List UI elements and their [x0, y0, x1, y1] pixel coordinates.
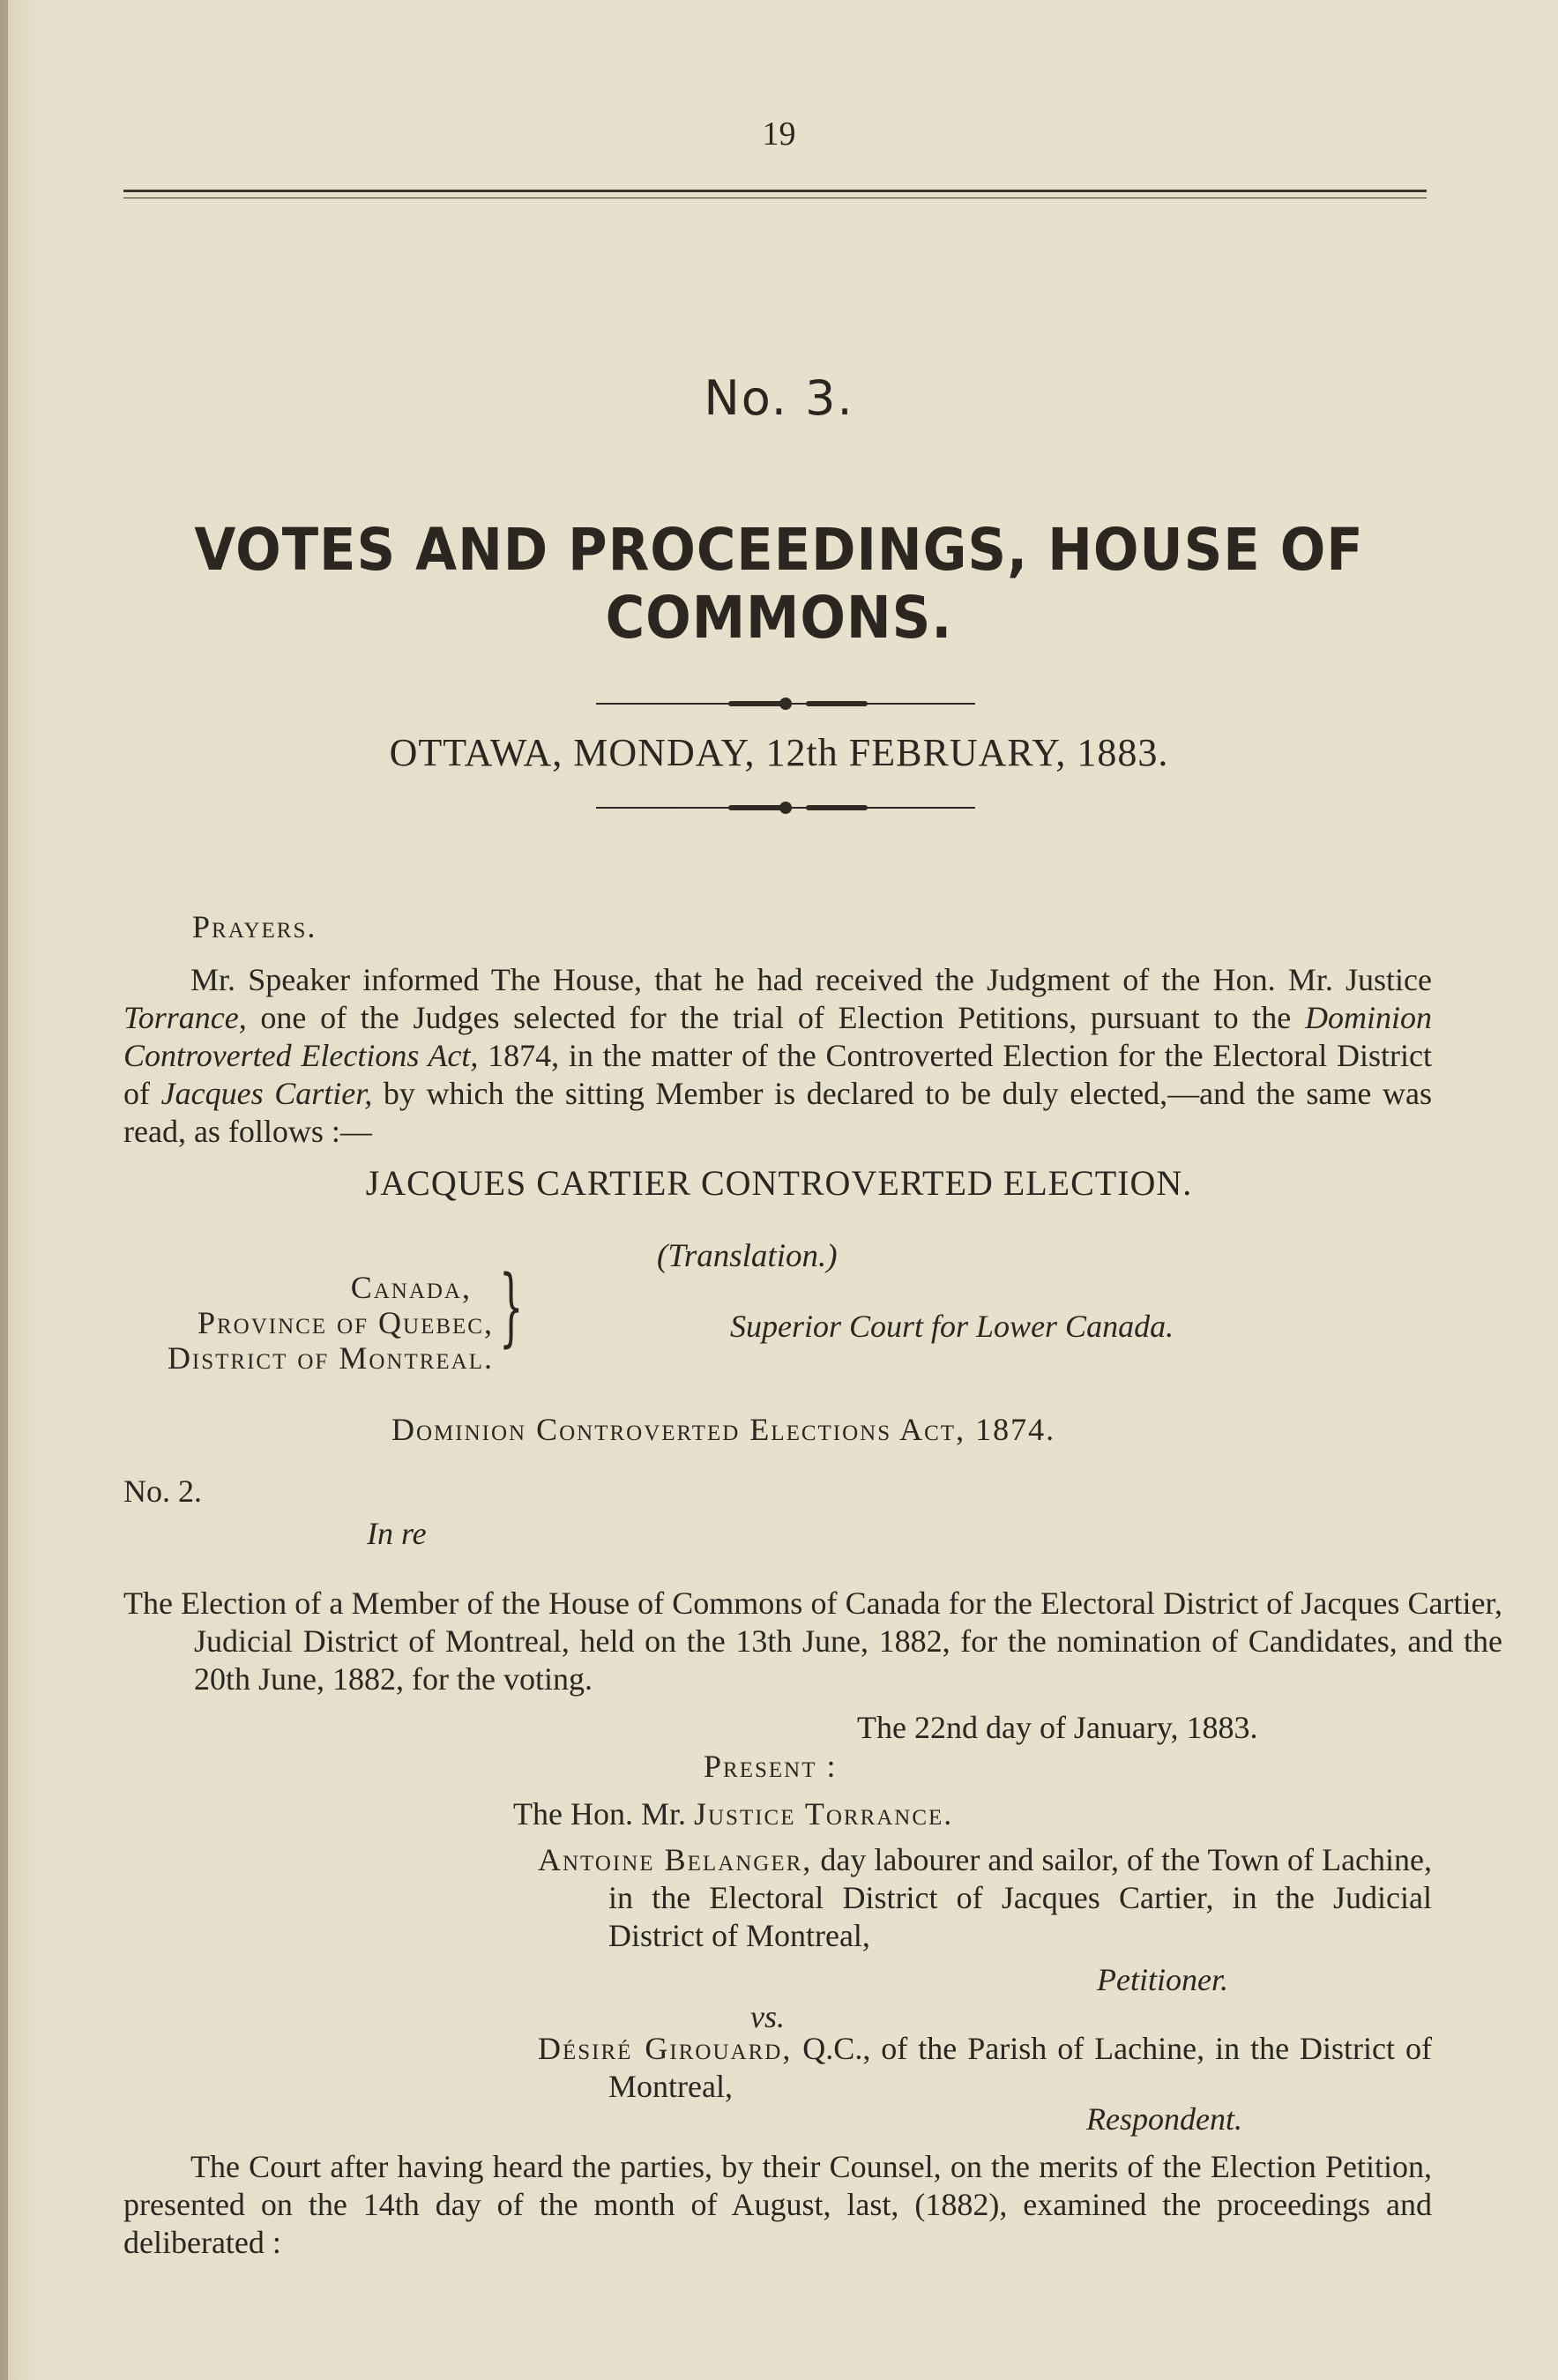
- para1-italic-2: Dominion Controverted Elections Act,: [123, 1000, 1432, 1073]
- respondent-role: Respondent.: [1086, 2101, 1242, 2137]
- speaker-paragraph: [123, 961, 1432, 1151]
- para1-text-3: 1874, in the matter of the Controverted Election for the Electoral District of: [123, 1038, 1432, 1111]
- header-rule-top: [123, 190, 1427, 192]
- jurisdiction-district: District of Montreal.: [167, 1340, 494, 1376]
- jurisdiction-country: Canada,: [350, 1270, 472, 1305]
- judgment-date: The 22nd day of January, 1883.: [857, 1710, 1258, 1745]
- judge-prefix: The Hon. Mr.: [513, 1796, 694, 1832]
- respondent-description: Q.C., of the Parish of Lachine, in the District of Montreal,: [608, 2031, 1432, 2104]
- heading-title: VOTES AND PROCEEDINGS, HOUSE OF COMMONS.: [194, 516, 1364, 652]
- respondent-name: Désiré Girouard,: [538, 2031, 793, 2066]
- petitioner-block: [538, 1841, 1432, 1955]
- brace-glyph: }: [499, 1257, 524, 1356]
- ornamental-rule-top: [596, 694, 975, 713]
- judge-line: [513, 1795, 953, 1833]
- case-title: JACQUES CARTIER CONTROVERTED ELECTION.: [365, 1163, 1193, 1203]
- para1-text-4: by which the sitting Member is declared to be duly elected,—and the same was read, as follows :—: [123, 1076, 1432, 1149]
- para1-italic-3: Jacques Cartier,: [160, 1076, 373, 1111]
- heading-number: No. 3.: [704, 370, 854, 426]
- petitioner-description: day labourer and sailor, of the Town of Lachine, in the Electoral District of Jacques Cartier, in the Judicial District of Montreal,: [608, 1842, 1433, 1953]
- present-label: Present :: [704, 1749, 838, 1784]
- prayers-heading: Prayers.: [192, 909, 317, 944]
- election-paragraph: The Election of a Member of the House of Commons of Canada for the Electoral District of Jacques Cartier, Judicial District of Montreal, held on the 13th June, 1882, for the nomination of Candidates, and the 20th June, 1882, for the voting.: [123, 1585, 1502, 1697]
- petitioner-role: Petitioner.: [1097, 1962, 1228, 1997]
- act-title: Dominion Controverted Elections Act, 1874.: [391, 1412, 1056, 1447]
- dateline: OTTAWA, MONDAY, 12th FEBRUARY, 1883.: [389, 731, 1169, 774]
- para1-text-1: Mr. Speaker informed The House, that he had received the Judgment of the Hon. Mr. Justice: [190, 962, 1432, 997]
- jurisdiction-block: [123, 1270, 494, 1376]
- judge-name: Justice Torrance.: [693, 1796, 954, 1832]
- versus-label: vs.: [750, 1999, 785, 2034]
- respondent-block: [538, 2030, 1432, 2106]
- page-number: 19: [762, 116, 796, 153]
- court-name: Superior Court for Lower Canada.: [730, 1309, 1174, 1344]
- para1-italic-1: Torrance,: [123, 1000, 247, 1035]
- translation-label: (Translation.): [657, 1238, 838, 1274]
- closing-paragraph: The Court after having heard the parties, by their Counsel, on the merits of the Election Petition, presented on the 14th day of the month of August, last, (1882), examined the proceedings and deliberated :: [123, 2149, 1432, 2260]
- para1-text-2: one of the Judges selected for the trial of Election Petitions, pursuant to the: [246, 1000, 1305, 1035]
- petitioner-name: Antoine Belanger,: [538, 1842, 813, 1877]
- ornamental-rule-bottom: [596, 798, 975, 817]
- jurisdiction-province: Province of Quebec,: [197, 1305, 494, 1340]
- case-number: No. 2.: [123, 1474, 202, 1509]
- in-re-label: In re: [367, 1516, 427, 1551]
